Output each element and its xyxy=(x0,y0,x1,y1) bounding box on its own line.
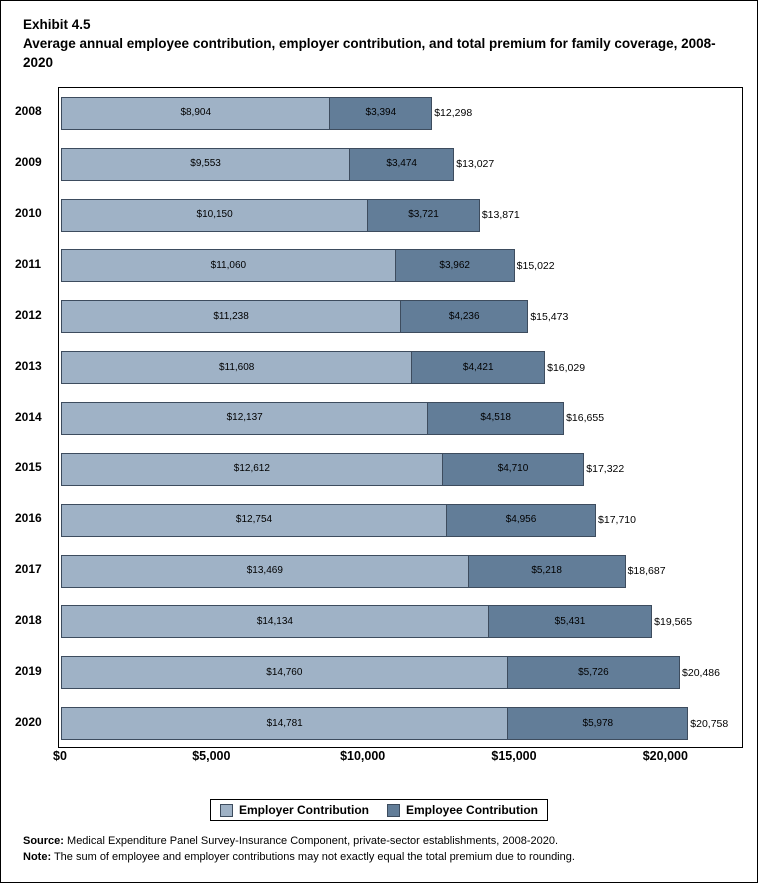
bar-row xyxy=(59,393,742,444)
legend-swatch-employer-icon xyxy=(220,804,233,817)
page-title: Average annual employee contribution, employer contribution, and total premium for family coverage, 2008-2020 xyxy=(23,36,716,70)
bar-segment-label-employee: $4,956 xyxy=(505,514,537,526)
source-line xyxy=(23,833,743,849)
bar-total-label: $20,486 xyxy=(682,666,720,679)
bar-segment-label-employee: $4,421 xyxy=(462,361,494,373)
y-axis-label-2016: 2016 xyxy=(15,511,42,526)
bar-segment-label-employee: $3,962 xyxy=(439,259,470,271)
bar-segment-employer[interactable] xyxy=(61,402,428,435)
bar-segment-label-employee: $3,474 xyxy=(386,158,417,170)
plot-inner xyxy=(59,88,742,747)
bar-segment-employee[interactable] xyxy=(442,453,625,486)
bar-segment-employer[interactable] xyxy=(61,148,350,181)
bar-segment-label-employer: $12,754 xyxy=(235,514,273,526)
bar-segment-label-employee: $3,394 xyxy=(365,107,397,119)
bar-row xyxy=(59,241,742,292)
bar-row xyxy=(59,342,742,393)
bar-segment-employer[interactable] xyxy=(61,249,396,282)
y-axis-label-2012: 2012 xyxy=(15,307,42,322)
bar-segment-employee[interactable] xyxy=(367,199,520,232)
bar-total-label: $17,710 xyxy=(598,514,636,527)
bar-segment-label-employer: $12,612 xyxy=(233,463,270,475)
y-axis-label-2015: 2015 xyxy=(15,460,42,475)
bar-segment-label-employer: $14,781 xyxy=(266,717,303,729)
bar-segment-label-employer: $14,134 xyxy=(256,615,293,627)
bar-row xyxy=(59,596,742,647)
source-text: Medical Expenditure Panel Survey-Insurance Component, private-sector establishments, 2008-2020. xyxy=(63,835,559,847)
bar-total-label: $15,473 xyxy=(530,310,569,323)
chart-legend xyxy=(210,799,548,821)
bar-segment-employer[interactable] xyxy=(61,707,508,740)
bar-total-label: $13,871 xyxy=(481,209,520,222)
x-axis-tick: $5,000 xyxy=(192,749,231,763)
legend-label-employee: Employee Contribution xyxy=(406,803,538,817)
bar-segment-label-employer: $12,137 xyxy=(226,412,263,424)
bar-segment-employee[interactable] xyxy=(488,605,693,638)
plot-area xyxy=(58,87,743,748)
bar-row xyxy=(59,698,742,749)
bar-total-label: $20,758 xyxy=(690,717,729,730)
bar-segment-employer[interactable] xyxy=(61,605,489,638)
bar-segment-employer[interactable] xyxy=(61,199,368,232)
stacked-bar[interactable] xyxy=(61,249,555,282)
y-axis-label-2011: 2011 xyxy=(15,256,42,271)
bar-segment-label-employee: $5,726 xyxy=(578,666,609,678)
note-line xyxy=(23,849,743,865)
stacked-bar[interactable] xyxy=(61,707,729,740)
stacked-bar[interactable] xyxy=(61,199,520,232)
stacked-bar[interactable] xyxy=(61,351,586,384)
stacked-bar[interactable] xyxy=(61,605,693,638)
stacked-bar[interactable] xyxy=(61,504,636,537)
bar-segment-employee[interactable] xyxy=(349,148,495,181)
y-axis-label-2017: 2017 xyxy=(15,562,42,577)
bar-total-label: $13,027 xyxy=(456,158,495,171)
bar-segment-employee[interactable] xyxy=(468,555,666,588)
stacked-bar[interactable] xyxy=(61,656,720,689)
bar-total-label: $16,655 xyxy=(566,412,605,425)
bar-total-label: $12,298 xyxy=(434,107,473,120)
bar-total-label: $15,022 xyxy=(516,259,555,272)
bar-total-label: $18,687 xyxy=(627,565,666,578)
bar-segment-label-employer: $13,469 xyxy=(246,565,283,577)
title-block xyxy=(23,15,743,72)
y-axis-label-2020: 2020 xyxy=(15,714,42,729)
bar-segment-employee[interactable] xyxy=(329,97,473,130)
bar-segment-label-employer: $10,150 xyxy=(196,209,233,221)
bar-segment-employee[interactable] xyxy=(395,249,555,282)
bar-segment-employer[interactable] xyxy=(61,97,330,130)
stacked-bar[interactable] xyxy=(61,402,605,435)
bar-segment-employer[interactable] xyxy=(61,300,401,333)
bar-segment-label-employee: $3,721 xyxy=(408,209,439,221)
y-axis-label-2014: 2014 xyxy=(15,409,42,424)
bar-row xyxy=(59,139,742,190)
legend-swatch-employee-icon xyxy=(387,804,400,817)
source-key: Source: xyxy=(23,835,64,847)
bar-segment-employee[interactable] xyxy=(507,707,729,740)
stacked-bar[interactable] xyxy=(61,148,495,181)
y-axis-label-2008: 2008 xyxy=(15,104,42,119)
bar-segment-label-employee: $4,710 xyxy=(497,463,529,475)
bar-segment-label-employee: $5,431 xyxy=(554,615,586,627)
x-axis-tick: $10,000 xyxy=(340,749,386,763)
bar-row xyxy=(59,495,742,546)
bar-segment-employer[interactable] xyxy=(61,504,447,537)
stacked-bar[interactable] xyxy=(61,555,666,588)
bar-segment-label-employee: $5,218 xyxy=(531,565,562,577)
bar-row xyxy=(59,88,742,139)
note-key: Note: xyxy=(23,851,52,863)
bar-row xyxy=(59,291,742,342)
bar-segment-label-employer: $11,060 xyxy=(210,259,247,271)
y-axis-label-2019: 2019 xyxy=(15,663,42,678)
y-axis-label-2013: 2013 xyxy=(15,358,42,373)
bar-total-label: $16,029 xyxy=(547,361,586,374)
y-axis-label-2009: 2009 xyxy=(15,155,42,170)
bar-segment-employer[interactable] xyxy=(61,656,508,689)
legend-label-employer: Employer Contribution xyxy=(239,803,369,817)
legend-item-employee xyxy=(387,803,538,817)
bar-row xyxy=(59,546,742,597)
bar-segment-employee[interactable] xyxy=(411,351,586,384)
bar-segment-employee[interactable] xyxy=(400,300,569,333)
bar-row xyxy=(59,190,742,241)
x-axis-tick: $20,000 xyxy=(642,749,688,763)
bar-segment-employer[interactable] xyxy=(61,555,469,588)
stacked-bar[interactable] xyxy=(61,97,473,130)
bar-segment-label-employer: $11,608 xyxy=(218,361,255,373)
x-axis-tick: $0 xyxy=(53,749,67,763)
bar-segment-employee[interactable] xyxy=(427,402,605,435)
bar-total-label: $17,322 xyxy=(586,463,625,476)
bar-segment-label-employee: $4,236 xyxy=(448,310,480,322)
x-axis-tick: $15,000 xyxy=(491,749,537,763)
bar-segment-employer[interactable] xyxy=(61,351,412,384)
y-axis-label-2018: 2018 xyxy=(15,612,42,627)
stacked-bar[interactable] xyxy=(61,300,569,333)
bar-total-label: $19,565 xyxy=(654,615,693,628)
bar-segment-label-employer: $8,904 xyxy=(180,107,212,119)
bar-segment-label-employee: $5,978 xyxy=(582,717,614,729)
bar-segment-label-employer: $9,553 xyxy=(190,158,221,170)
bar-segment-label-employer: $14,760 xyxy=(266,666,303,678)
note-text: The sum of employee and employer contributions may not exactly equal the total premium due to rounding. xyxy=(51,851,575,863)
bar-segment-employee[interactable] xyxy=(507,656,720,689)
bar-segment-employee[interactable] xyxy=(446,504,636,537)
bar-row xyxy=(59,647,742,698)
exhibit-label: Exhibit 4.5 xyxy=(23,17,91,32)
bar-row xyxy=(59,444,742,495)
bar-segment-employer[interactable] xyxy=(61,453,443,486)
legend-item-employer xyxy=(220,803,369,817)
footnotes xyxy=(23,833,743,865)
y-axis-label-2010: 2010 xyxy=(15,206,42,221)
stacked-bar[interactable] xyxy=(61,453,625,486)
bar-segment-label-employee: $4,518 xyxy=(480,412,511,424)
bar-segment-label-employer: $11,238 xyxy=(213,310,249,322)
